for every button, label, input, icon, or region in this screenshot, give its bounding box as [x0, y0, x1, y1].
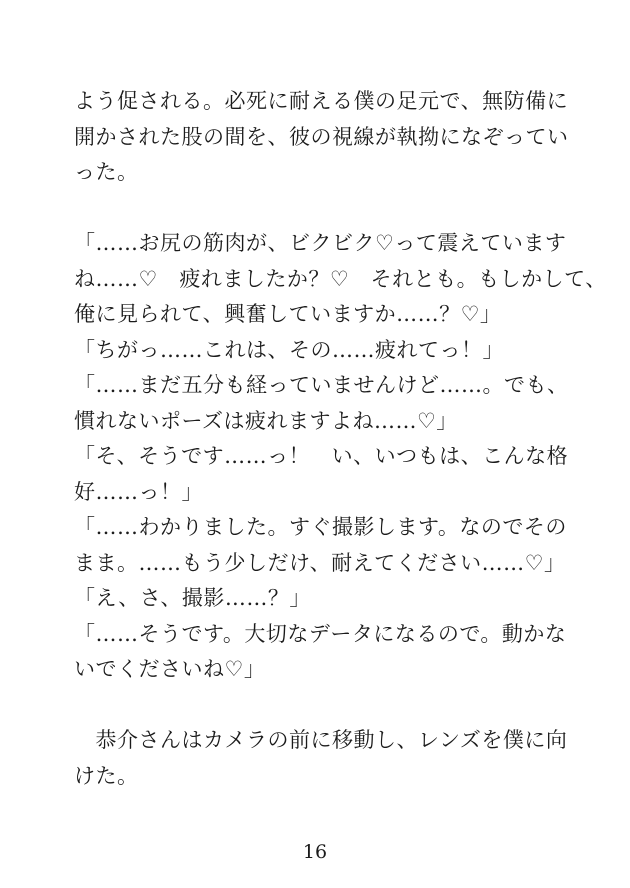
text-line: 恭介さんはカメラの前に移動し、レンズを僕に向	[74, 728, 568, 752]
text-line	[74, 191, 574, 227]
page-text	[74, 84, 607, 794]
text-line: 「……そうです。大切なデータになるので。動かな	[74, 621, 567, 646]
text-line: 慣れないポーズは疲れますよね……♡」	[74, 408, 458, 433]
text-line: 「え、さ、撮影……？」	[74, 586, 311, 610]
text-line: 好……っ！」	[74, 479, 203, 504]
text-line: 「……まだ五分も経っていませんけど……。でも、	[74, 373, 569, 397]
text-line: 「……お尻の筋肉が、ビクビク♡って震えています	[74, 231, 567, 255]
text-line	[74, 688, 574, 724]
page-number: 16	[302, 841, 328, 863]
text-line: 「そ、そうです……っ！ い、いつもは、こんな格	[74, 444, 569, 468]
text-line: まま。……もう少しだけ、耐えてください……♡」	[74, 550, 566, 575]
text-line: 開かされた股の間を、彼の視線が執拗になぞってい	[74, 124, 569, 149]
text-line: 「ちがっ……これは、その……疲れてっ！」	[74, 337, 504, 362]
text-line: けた。	[74, 763, 139, 788]
text-line: よう促される。必死に耐える僕の足元で、無防備に	[74, 89, 569, 113]
text-line: ね……♡ 疲れましたか？♡ それとも。もしかして、	[74, 266, 607, 291]
text-line: いでくださいね♡」	[74, 657, 266, 681]
text-line: 「……わかりました。すぐ撮影します。なのでその	[74, 515, 567, 539]
text-line: った。	[74, 160, 139, 184]
text-line: 俺に見られて、興奮していますか……？♡」	[74, 302, 502, 326]
